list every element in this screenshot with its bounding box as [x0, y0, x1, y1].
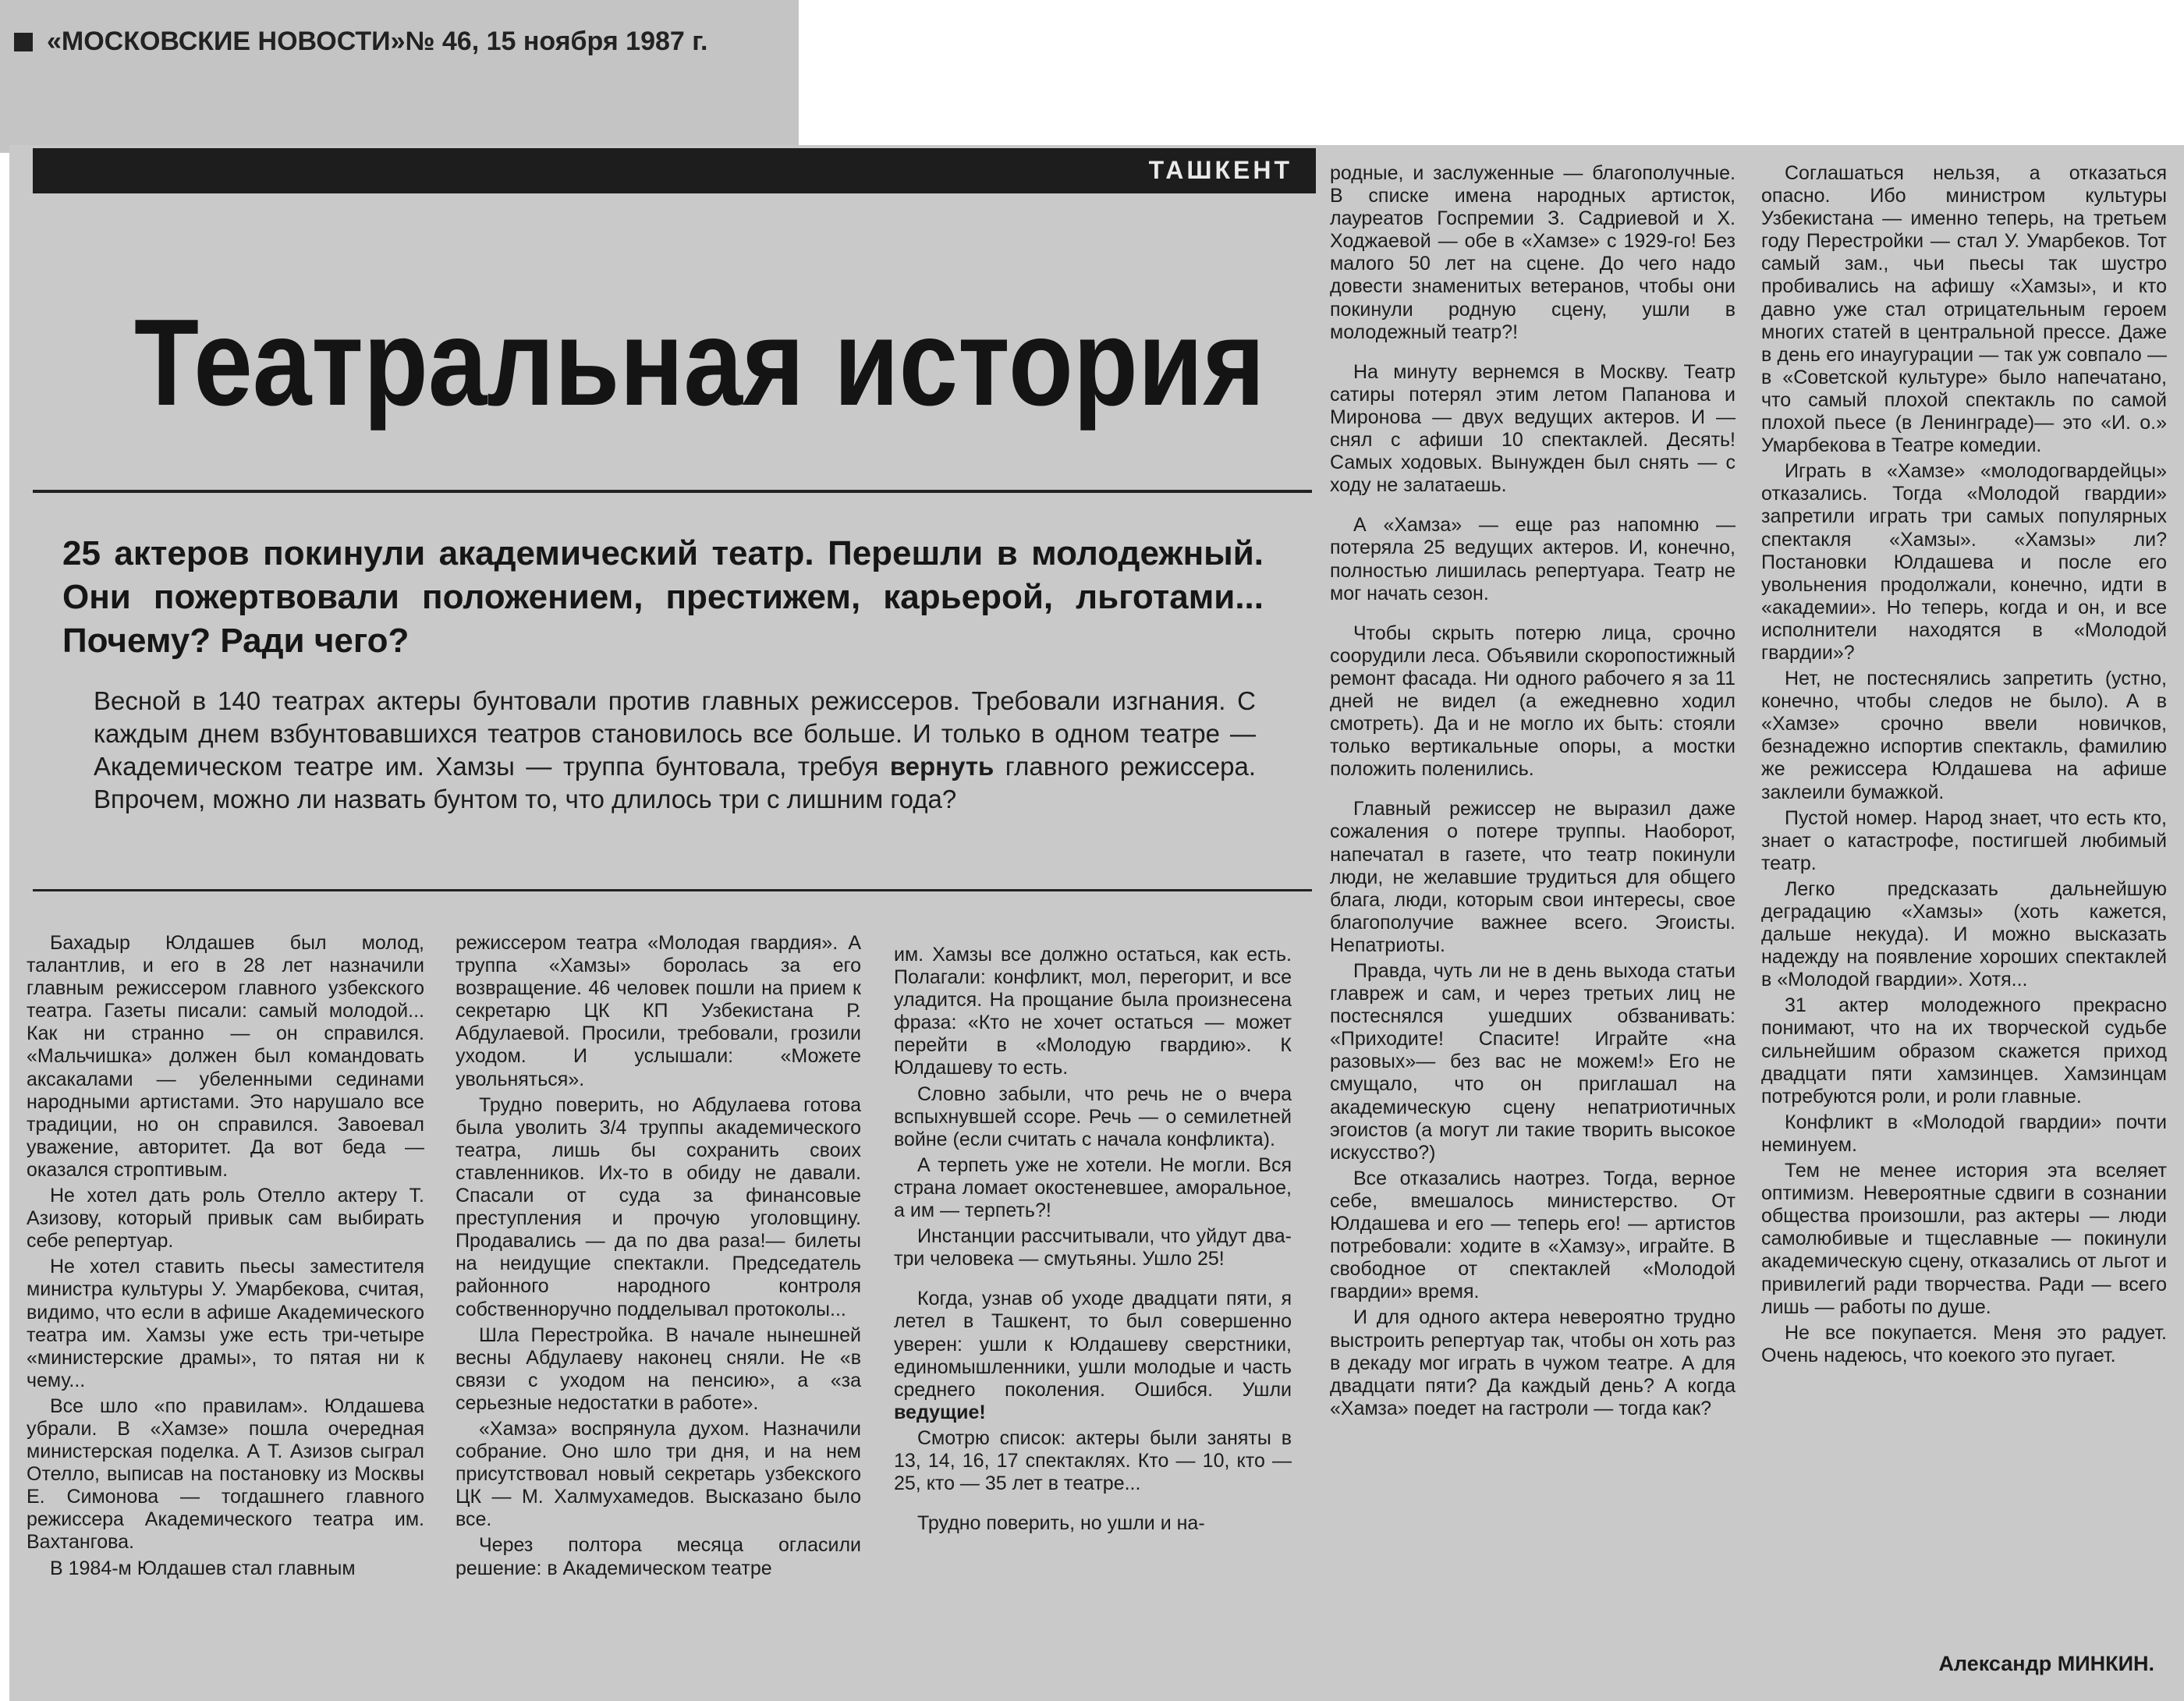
col3-paragraph: Инстанции рассчитывали, что уйдут два-три человека — смутьяны. Ушло 25!: [894, 1225, 1292, 1270]
col4-paragraph: родные, и заслуженные — благополучные. В списке имена народных артисток, лауреатов Госпремии З. Садриевой и Х. Ходжаевой — обе в «Хамзе» с 1929-го! Без малого 50 лет на сцене. До чего надо довести знаменитых ветеранов, чтобы они покинули родную сцену, ушли в молодежный театр?!: [1330, 162, 1736, 343]
col5-paragraph: Не все покупается. Меня это радует. Очень надеюсь, что коекого это пугает.: [1761, 1321, 2167, 1366]
col5-paragraph: Легко предсказать дальнейшую деградацию «Хамзы» (хоть кажется, дальше некуда). И можно высказать надежду на появление хороших спектаклей в «Молодой гвардии». Хотя...: [1761, 877, 2167, 991]
col2-paragraph: «Хамза» воспрянула духом. Назначили собрание. Оно шло три дня, и на нем присутствовал новый секретарь узбекского ЦК — М. Халмухамедов. Высказано было все.: [456, 1417, 861, 1531]
column-2: [456, 932, 861, 1583]
col4-paragraph: Правда, чуть ли не в день выхода статьи главреж и сам, и через третьих лиц не постеснялся ушедших обзванивать: «Приходите! Спасите! Играйте «на разовых»— без вас не можем!» Его не смущало, что он приглашал на академическую сцену непатриотичных эгоистов (а могут ли такие творить высокое искусство?): [1330, 960, 1736, 1164]
lead-part2: главного режиссера. Впрочем, можно ли назвать бунтом то, что длилось три с лишним года?: [94, 752, 1256, 813]
col2-paragraph: Через полтора месяца огласили решение: в Академическом театре: [456, 1534, 861, 1579]
lead-rule: [33, 889, 1312, 891]
col3-paragraph: Смотрю список: актеры были заняты в 13, 14, 16, 17 спектаклях. Кто — 10, кто — 25, кто — 35 лет в театре...: [894, 1426, 1292, 1495]
col4-paragraph: Все отказались наотрез. Тогда, верное себе, вмешалось министерство. От Юлдашева и его — теперь его! — артистов потребовали: ходите в «Хамзу», играйте. В свободное от спектаклей «Молодой гвардии» время.: [1330, 1167, 1736, 1303]
col3-paragraph: Трудно поверить, но ушли и на-: [917, 1512, 1205, 1535]
masthead: [14, 27, 794, 57]
column-3: [894, 944, 1292, 1538]
lead-bold: вернуть: [889, 752, 994, 781]
col2-paragraph: Шла Перестройка. В начале нынешней весны Абдулаеву наконец сняли. Не «в связи с уходом на пенсию», а «за серьезные недостатки в работе».: [456, 1324, 861, 1414]
rubric-band: [33, 148, 1316, 193]
col3-p5-bold: ведущие!: [894, 1401, 986, 1423]
col3-paragraph: А терпеть уже не хотели. Не могли. Вся страна ломает окостеневшее, аморальное, а им — терпеть?!: [894, 1153, 1292, 1222]
col5-paragraph: Соглашаться нельзя, а отказаться опасно. Ибо министром культуры Узбекистана — именно теперь, на третьем году Перестройки — стал У. Умарбеков. Тот самый зам., чьи пьесы так шустро пробивались на афишу «Хамзы», и кто давно уже стал отрицательным героем многих статей в центральной прессе. Даже в день его инаугурации — так уж совпало — в «Советской культуре» было напечатано, что самый плохой спектакль по самой плохой пьесе (в Ленинграде)— это «И. о.» Умарбекова в Театре комедии.: [1761, 162, 2167, 457]
column-5: [1761, 162, 2167, 1370]
col4-paragraph: И для одного актера невероятно трудно выстроить репертуар так, чтобы он хоть раз в декаду мог играть в чужом театре. А для двадцати пяти? Да каждый день? А когда «Хамза» поедет на гастроли — тогда как?: [1330, 1306, 1736, 1419]
col1-paragraph: В 1984-м Юлдашев стал главным: [50, 1557, 356, 1579]
col3-paragraph: им. Хамзы все должно остаться, как есть. Полагали: конфликт, мол, перегорит, и все уладится. На прощание была произнесена фраза: «Кто не хочет остаться — может перейти в «Молодую гвардию». К Юлдашеву то есть.: [894, 944, 1292, 1079]
col5-paragraph: Нет, не постеснялись запретить (устно, конечно, чтобы следов не было). А в «Хамзе» срочно ввели новичков, безнадежно испортив спектакль, фамилию же режиссера Юлдашева на афише заклеили бумажкой.: [1761, 668, 2167, 803]
col4-paragraph: Главный режиссер не выразил даже сожаления о потере труппы. Наоборот, напечатал в газете, что театр покинули люди, не желавшие трудиться для общего блага, люди, которым свои интересы, свое благополучие важнее всего. Эгоисты. Непатриоты.: [1330, 798, 1736, 956]
masthead-text: «МОСКОВСКИЕ НОВОСТИ»№ 46, 15 ноября 1987 г.: [47, 27, 708, 56]
article-headline: Театральная история: [134, 294, 1265, 431]
col5-paragraph: 31 актер молодежного прекрасно понимают, что на их творческой судьбе сильнейшим образом скажется приход двадцати пяти хамзинцев. Хамзинцам потребуются роли, и роли главные.: [1761, 994, 2167, 1107]
clipping-top-strip: [0, 0, 799, 153]
col5-paragraph: Конфликт в «Молодой гвардии» почти неминуем.: [1761, 1111, 2167, 1156]
lead-part1: Весной в 140 театрах актеры бунтовали против главных режиссеров. Требовали изгнания. С каждым днем взбунтовавшихся театров становилось все больше. И только в одном театре — Академическом театре им. Хамзы — труппа бунтовала, требуя: [94, 686, 1256, 781]
column-4: [1330, 162, 1736, 1423]
col1-paragraph: Не хотел ставить пьесы заместителя министра культуры У. Умарбекова, считая, видимо, что если в афише Академического театра им. Хамзы уже есть три-четыре «министерские драмы», то пятая ни к чему...: [27, 1256, 424, 1391]
col3-paragraph: Словно забыли, что речь не о вчера вспыхнувшей ссоре. Речь — о семилетней войне (если считать с начала конфликта).: [894, 1083, 1292, 1150]
rubric-label: ТАШКЕНТ: [1148, 156, 1292, 184]
col5-paragraph: Играть в «Хамзе» «молодогвардейцы» отказались. Тогда «Молодой гвардии» запретили играть три самых популярных спектакля «Хамзы». «Хамзы» ли? Постановки Юлдашева и после его увольнения продолжали, конечно, идти в «академии». Но теперь, когда и он, и все исполнители находятся в «Молодой гвардии»?: [1761, 460, 2167, 664]
col4-paragraph: На минуту вернемся в Москву. Театр сатиры потерял этим летом Папанова и Миронова — двух ведущих актеров. И — снял с афиши 10 спектаклей. Десять! Самых ходовых. Вынужден был снять — с ходу не залатаешь.: [1330, 360, 1736, 497]
article-subhead: 25 актеров покинули академический театр. Перешли в молодежный. Они пожертвовали положением, престижем, карьерой, льготами... Почему? Ради чего?: [62, 534, 1264, 660]
col2-paragraph: Трудно поверить, но Абдулаева готова была уволить 3/4 труппы академического театра, лишь бы сохранить своих ставленников. Их-то в обиду не давали. Спасали от суда за финансовые преступления и прочую уголовщину. Продавались — да по два раза!— билеты на неидущие спектакли. Председатель районного народного контроля собственноручно подделывал протоколы...: [456, 1093, 861, 1320]
article-lead: [94, 685, 1256, 816]
col1-paragraph: Бахадыр Юлдашев был молод, талантлив, и его в 28 лет назначили главным режиссером главного узбекского театра. Газеты писали: самый молодой... Как ни странно — он справился. «Мальчишка» должен был командовать аксакалами — убеленными сединами народными артистами. Это нарушало все традиции, но он справился. Завоевал уважение, авторитет. Да вот беда — оказался строптивым.: [27, 932, 424, 1181]
col5-paragraph: Пустой номер. Народ знает, что есть кто, знает о катастрофе, постигшей любимый театр.: [1761, 806, 2167, 874]
col4-paragraph: Чтобы скрыть потерю лица, срочно соорудили леса. Объявили скоропостижный ремонт фасада. Ни одного рабочего я за 11 дней не видел (а ежедневно ходил смотреть). Да и не могло их быть: стояли только вертикальные опоры, а мостки положить поленились.: [1330, 622, 1736, 781]
col5-paragraph: Тем не менее история эта вселяет оптимизм. Невероятные сдвиги в сознании общества произошли, раз актеры — люди самолюбивые и тщеславные — покинули академическую сцену, отказались от льгот и привилегий ради творчества. Ради — всего лишь — работы по душе.: [1761, 1160, 2167, 1318]
column-1: [27, 932, 424, 1583]
col3-p5-text: Когда, узнав об уходе двадцати пяти, я летел в Ташкент, то был совершенно уверен: ушли к Юлдашеву сверстники, единомышленники, ушли молодые и часть среднего поколения. Ошибся. Ушли: [894, 1288, 1292, 1401]
col2-paragraph: режиссером театра «Молодая гвардия». А труппа «Хамзы» боролась за его возвращение. 46 человек пошли на прием к секретарю ЦК КП Узбекистана Р. Абдулаевой. Просили, требовали, грозили уходом. И услышали: «Можете увольняться».: [456, 932, 861, 1090]
masthead-square-icon: [14, 33, 33, 51]
col4-paragraph: А «Хамза» — еще раз напомню — потеряла 25 ведущих актеров. И, конечно, полностью лишилась репертуара. Театр не мог начать сезон.: [1330, 514, 1736, 604]
author-signature: Александр МИНКИН.: [1938, 1652, 2154, 1675]
col3-paragraph: [894, 1288, 1292, 1424]
col1-paragraph: Все шло «по правилам». Юлдашева убрали. В «Хамзе» пошла очередная министерская поделка. А Т. Азизов сыграл Отелло, выписав на постановку из Москвы Е. Симонова — тогдашнего главного режиссера Академического театра им. Вахтангова.: [27, 1394, 424, 1554]
headline-rule: [33, 490, 1312, 493]
col1-paragraph: Не хотел дать роль Отелло актеру Т. Азизову, который привык сам выбирать себе репертуар.: [27, 1185, 424, 1253]
